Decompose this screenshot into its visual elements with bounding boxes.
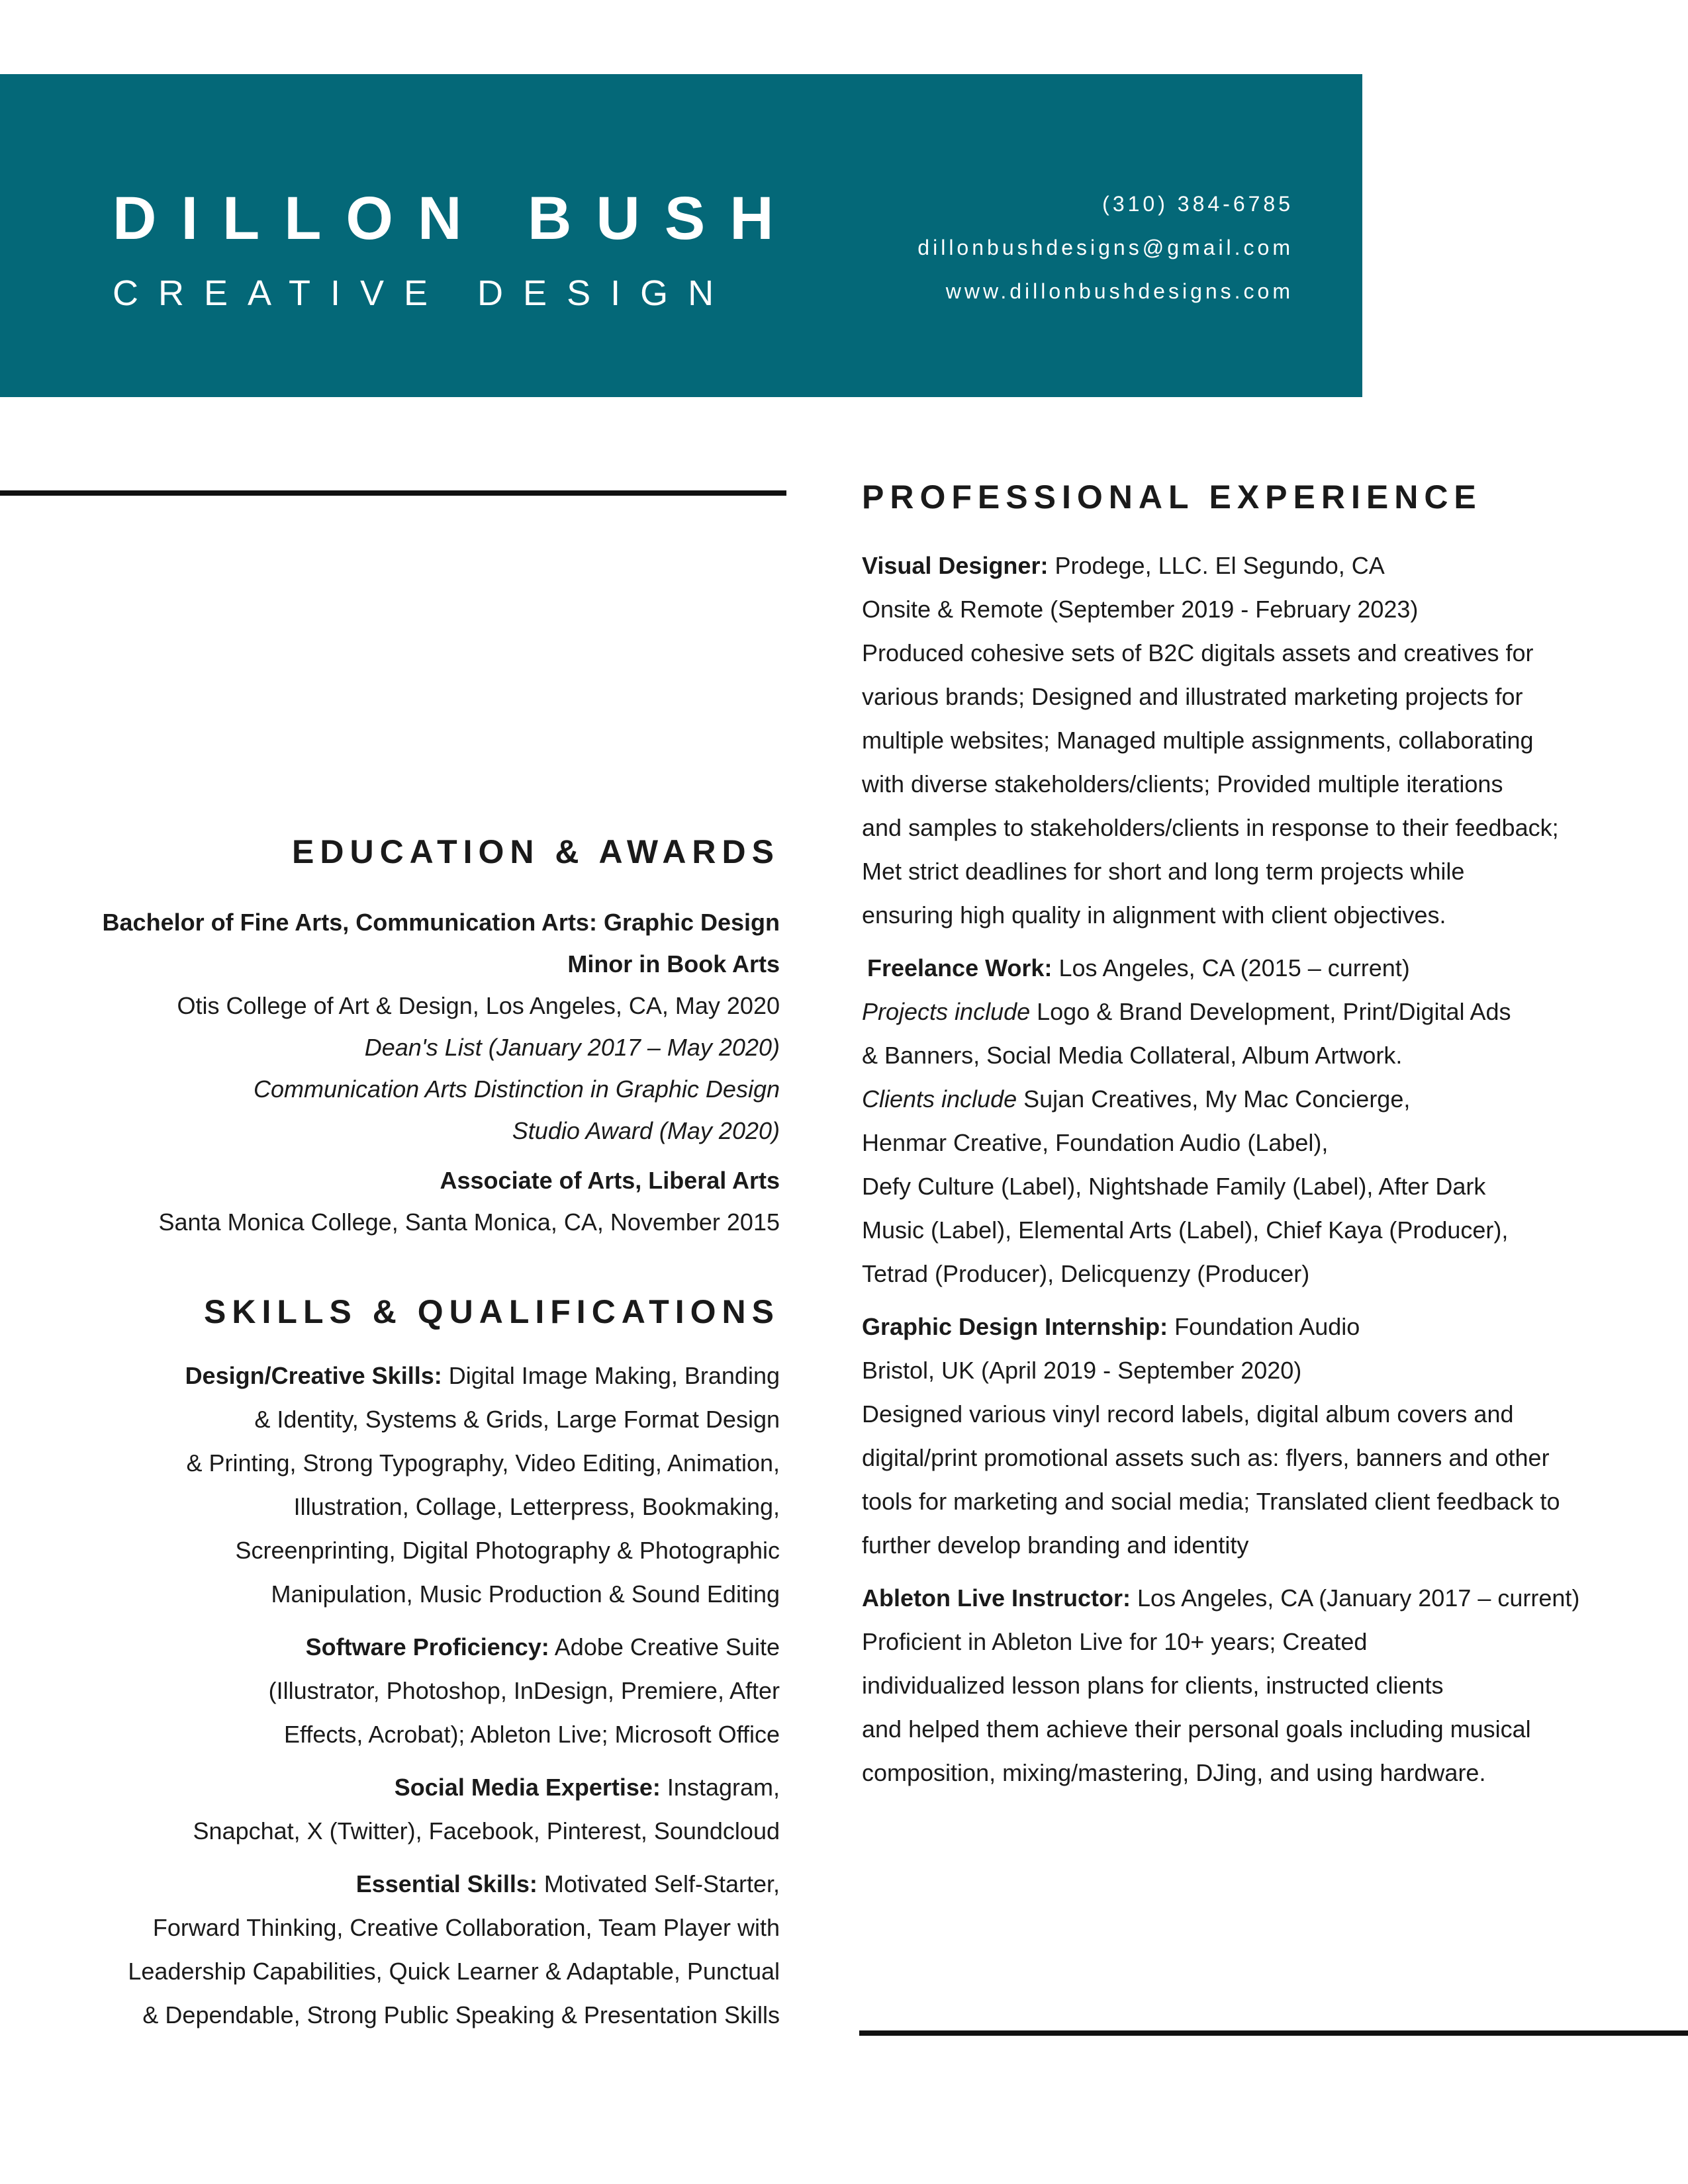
skills-design-line: Illustration, Collage, Letterpress, Bookmaking, (293, 1493, 780, 1520)
skills-title: SKILLS & QUALIFICATIONS (204, 1293, 780, 1330)
skills-section (78, 1354, 780, 2037)
job-line: composition, mixing/mastering, DJing, and using hardware. (862, 1759, 1486, 1786)
job-visual-designer: Visual Designer: Prodege, LLC. El Segundo, CA (862, 552, 1385, 579)
job-line: further develop branding and identity (862, 1531, 1249, 1559)
left-divider (0, 490, 786, 496)
education-title: EDUCATION & AWARDS (292, 833, 780, 870)
job-line: Designed various vinyl record labels, digital album covers and (862, 1400, 1514, 1428)
award-distinction: Communication Arts Distinction in Graphic Design (254, 1075, 780, 1103)
job-line: Henmar Creative, Foundation Audio (Label), (862, 1129, 1329, 1156)
experience-title: PROFESSIONAL EXPERIENCE (862, 478, 1482, 516)
school-otis: Otis College of Art & Design, Los Angeles, CA, May 2020 (177, 992, 780, 1019)
job-line: Produced cohesive sets of B2C digitals assets and creatives for (862, 639, 1534, 666)
job-line: ensuring high quality in alignment with client objectives. (862, 901, 1446, 929)
skills-software-line: Software Proficiency: Adobe Creative Suite (305, 1633, 780, 1661)
experience-section (862, 544, 1617, 1795)
job-line: Clients include Sujan Creatives, My Mac Concierge, (862, 1085, 1411, 1113)
skills-essential-line: & Dependable, Strong Public Speaking & Presentation Skills (142, 2001, 780, 2028)
job-line: digital/print promotional assets such as: flyers, banners and other (862, 1444, 1550, 1471)
contact-email: dillonbushdesigns@gmail.com (917, 236, 1293, 259)
job-line: multiple websites; Managed multiple assignments, collaborating (862, 727, 1534, 754)
skills-design-line: Screenprinting, Digital Photography & Photographic (235, 1537, 780, 1564)
skills-software-line: Effects, Acrobat); Ableton Live; Microsoft Office (283, 1721, 780, 1748)
job-line: various brands; Designed and illustrated marketing projects for (862, 683, 1523, 710)
job-ableton-instructor: Ableton Live Instructor: Los Angeles, CA (January 2017 – current) (862, 1584, 1580, 1612)
contact-phone: (310) 384-6785 (1102, 192, 1293, 216)
job-line: Defy Culture (Label), Nightshade Family (Label), After Dark (862, 1173, 1486, 1200)
education-section (78, 901, 780, 1243)
resume-subtitle: CREATIVE DESIGN (113, 273, 734, 313)
job-internship: Graphic Design Internship: Foundation Audio (862, 1313, 1360, 1340)
resume-name: DILLON BUSH (113, 185, 798, 252)
job-line: and helped them achieve their personal goals including musical (862, 1715, 1531, 1743)
skills-essential-line: Essential Skills: Motivated Self-Starter, (355, 1870, 780, 1897)
job-line: Met strict deadlines for short and long term projects while (862, 858, 1465, 885)
job-line: Music (Label), Elemental Arts (Label), Chief Kaya (Producer), (862, 1216, 1509, 1244)
skills-design-line: & Printing, Strong Typography, Video Editing, Animation, (186, 1449, 780, 1477)
job-line: & Banners, Social Media Collateral, Album Artwork. (862, 1042, 1403, 1069)
skills-social-line: Snapchat, X (Twitter), Facebook, Pinterest, Soundcloud (193, 1817, 780, 1844)
award-studio: Studio Award (May 2020) (512, 1117, 780, 1144)
job-line: and samples to stakeholders/clients in response to their feedback; (862, 814, 1559, 841)
contact-website: www.dillonbushdesigns.com (945, 279, 1293, 303)
skills-design-line: Design/Creative Skills: Digital Image Making, Branding (185, 1362, 780, 1389)
school-smc: Santa Monica College, Santa Monica, CA, November 2015 (158, 1208, 780, 1236)
job-line: Bristol, UK (April 2019 - September 2020) (862, 1357, 1302, 1384)
skills-design-line: & Identity, Systems & Grids, Large Format Design (254, 1406, 780, 1433)
job-line: with diverse stakeholders/clients; Provided multiple iterations (862, 770, 1503, 797)
job-line: Proficient in Ableton Live for 10+ years; Created (862, 1628, 1368, 1655)
job-line: individualized lesson plans for clients, instructed clients (862, 1672, 1444, 1699)
award-deans-list: Dean's List (January 2017 – May 2020) (364, 1034, 780, 1061)
degree-aa: Associate of Arts, Liberal Arts (440, 1167, 780, 1194)
job-line: Tetrad (Producer), Delicquenzy (Producer) (862, 1260, 1310, 1287)
degree-bfa: Bachelor of Fine Arts, Communication Arts: Graphic Design (102, 909, 780, 936)
skills-software-line: (Illustrator, Photoshop, InDesign, Premiere, After (268, 1677, 780, 1704)
skills-design-line: Manipulation, Music Production & Sound Editing (271, 1580, 780, 1608)
skills-social-line: Social Media Expertise: Instagram, (394, 1774, 780, 1801)
skills-essential-line: Forward Thinking, Creative Collaboration, Team Player with (152, 1914, 780, 1941)
right-divider (859, 2030, 1688, 2036)
job-line: Projects include Logo & Brand Development, Print/Digital Ads (862, 998, 1511, 1025)
job-line: Onsite & Remote (September 2019 - February 2023) (862, 596, 1419, 623)
degree-minor: Minor in Book Arts (567, 950, 780, 978)
job-line: tools for marketing and social media; Translated client feedback to (862, 1488, 1560, 1515)
job-freelance: Freelance Work: Los Angeles, CA (2015 – current) (867, 954, 1410, 981)
skills-essential-line: Leadership Capabilities, Quick Learner & Adaptable, Punctual (128, 1958, 780, 1985)
